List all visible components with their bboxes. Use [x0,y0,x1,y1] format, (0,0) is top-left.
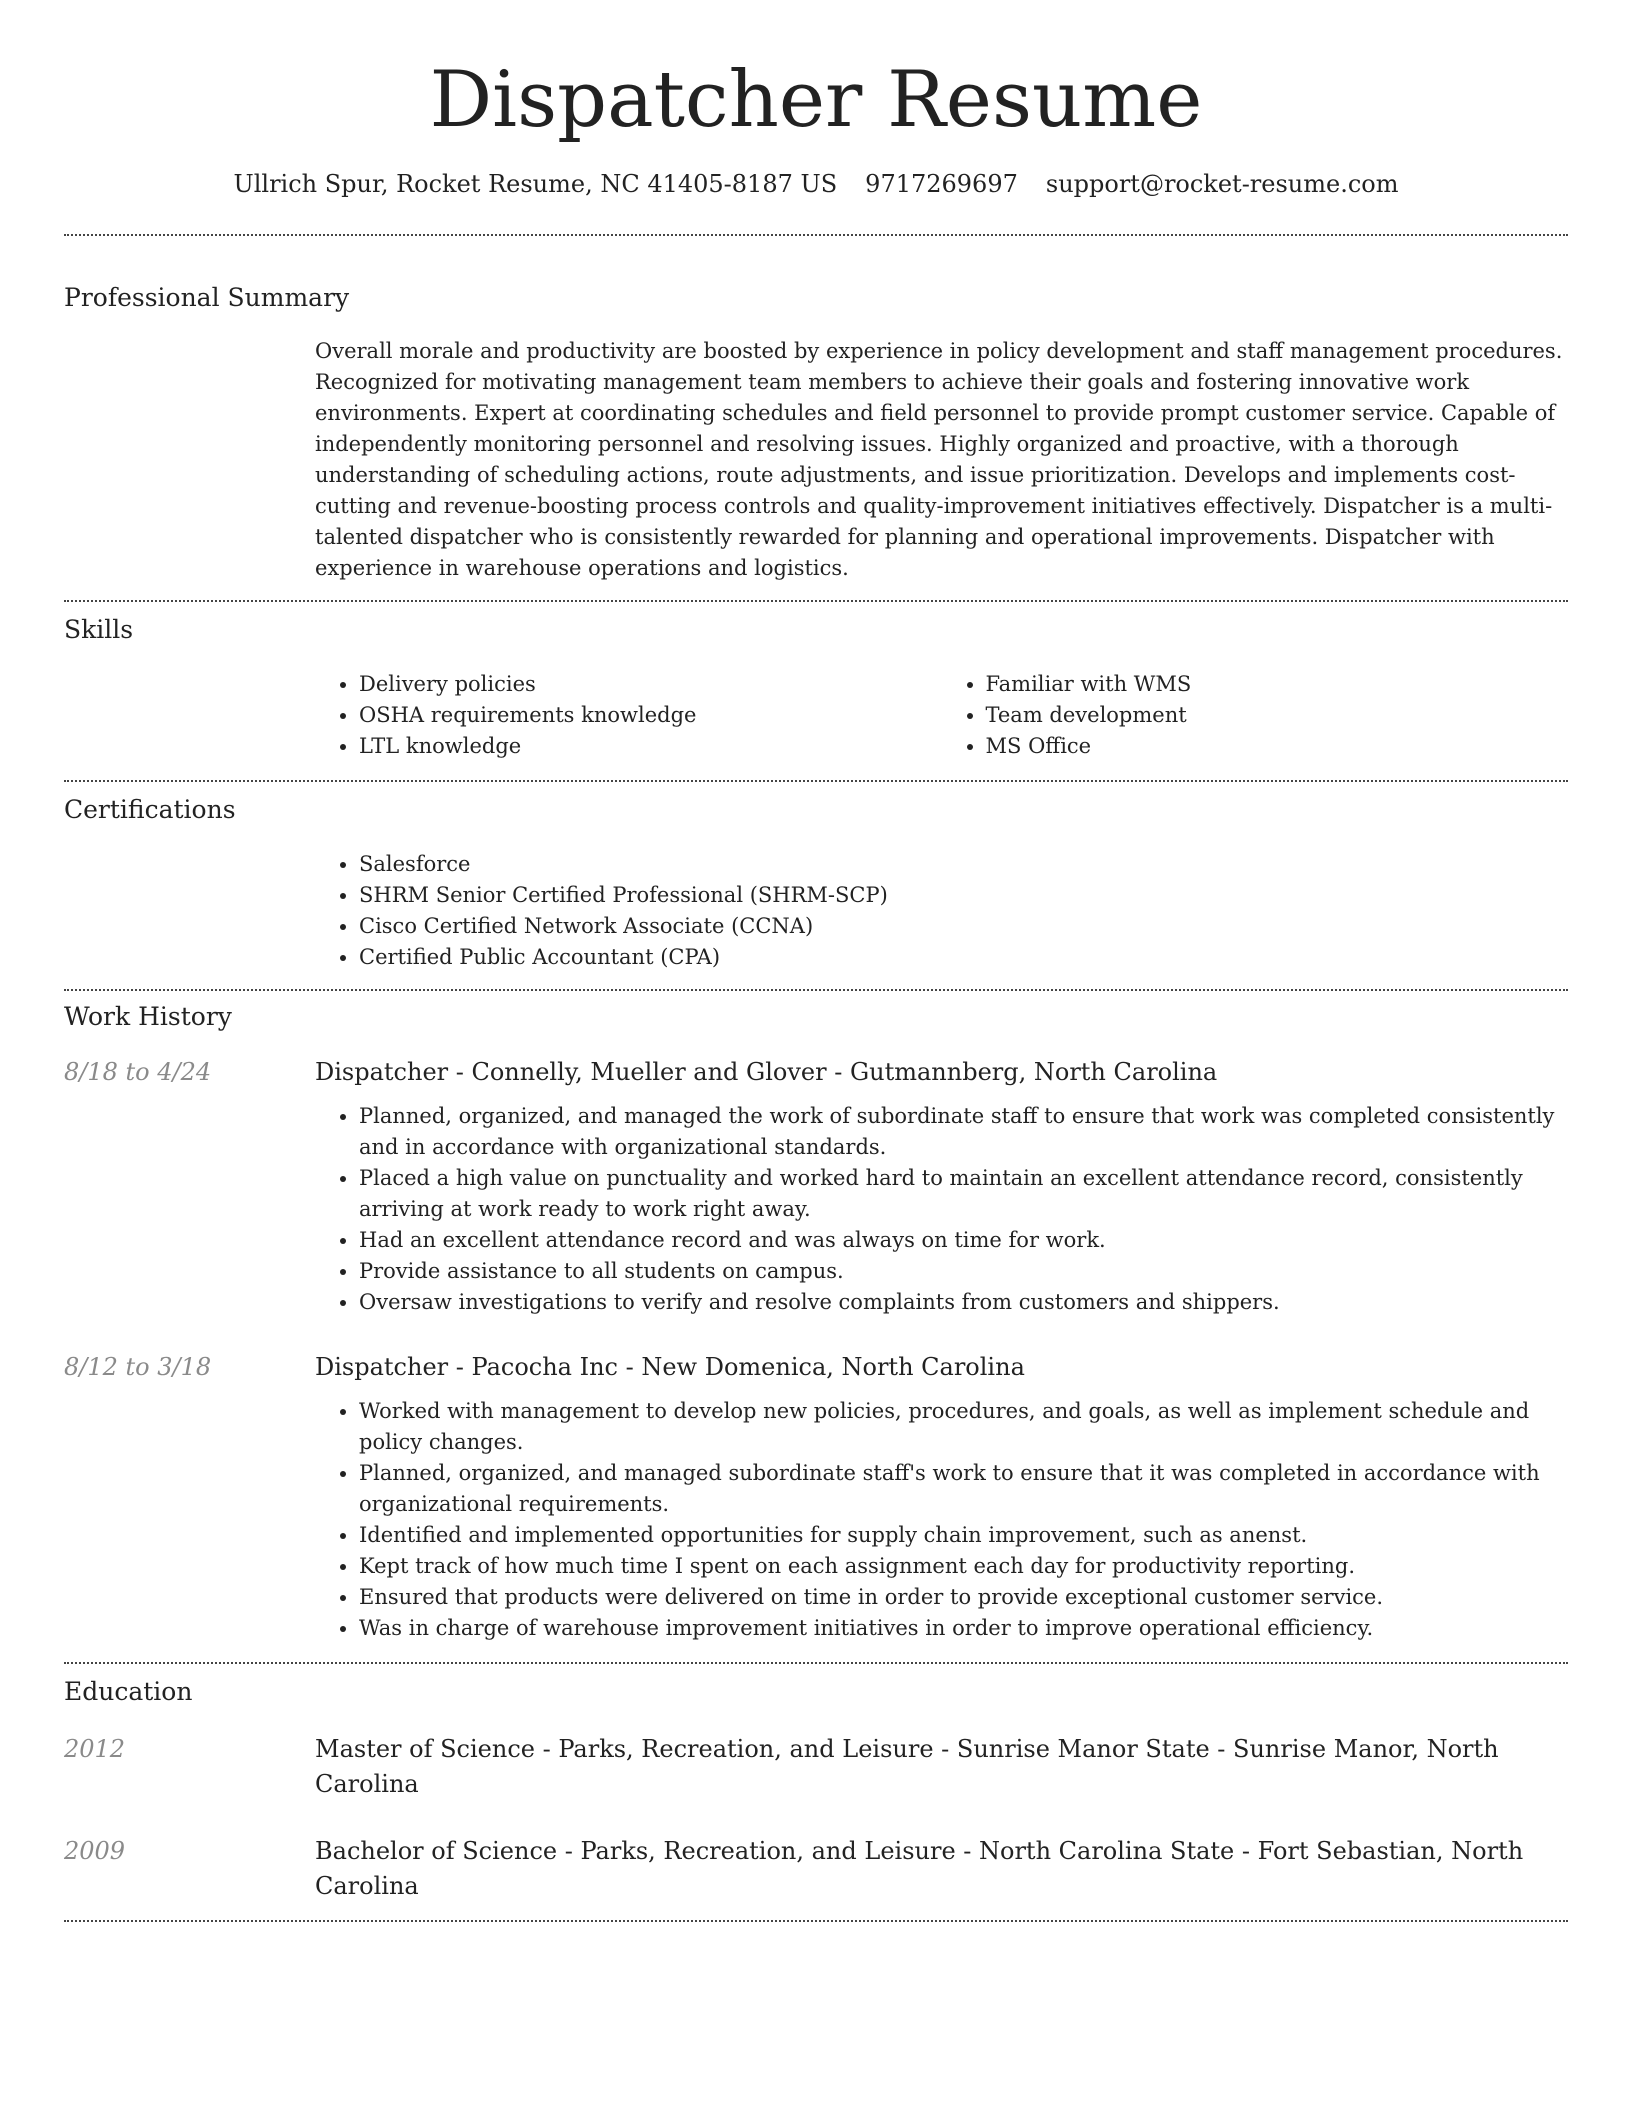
summary-text: Overall morale and productivity are boosted by experience in policy development and staff management procedures. Recognized for motivating management team members to achieve their goals and fostering innovative work environments. Expert at coordinating schedules and field personnel to provide prompt customer service. Capable of independently monitoring personnel and resolving issues. Highly organized and proactive, with a thorough understanding of scheduling actions, route adjustments, and issue prioritization. Develops and implements cost-cutting and revenue-boosting process controls and quality-improvement initiatives effectively. Dispatcher is a multi-talented dispatcher who is consistently rewarded for planning and operational improvements. Dispatcher with experience in warehouse operations and logistics. [315,339,1563,580]
certification-item: • SHRM Senior Certified Professional (SHRM-SCP) [359,880,1568,911]
job-bullet: • Had an excellent attendance record and was always on time for work. [359,1225,1568,1256]
section-heading-skills: Skills [64,615,134,644]
job-entry [64,1055,1568,1089]
job-bullet: • Ensured that products were delivered on time in order to provide exceptional customer service. [359,1582,1568,1613]
education-degree: Master of Science - Parks, Recreation, and Leisure - Sunrise Manor State - Sunrise Manor, North Carolina [315,1735,1499,1798]
job-bullet: • Oversaw investigations to verify and resolve complaints from customers and shippers. [359,1287,1568,1318]
contact-address: Ullrich Spur, Rocket Resume, NC 41405-8187 US [233,170,838,198]
job-bullet: • Identified and implemented opportunities for supply chain improvement, such as anenst. [359,1520,1568,1551]
skill-item: • Delivery policies [359,669,942,700]
skill-item: • Team development [986,700,1569,731]
education-year: 2012 [64,1735,126,1763]
section-heading-work-history: Work History [64,1002,232,1031]
skill-item: • LTL knowledge [359,731,942,762]
contact-phone: 9717269697 [865,170,1018,198]
job-bullet: • Provide assistance to all students on campus. [359,1256,1568,1287]
certification-item: • Cisco Certified Network Associate (CCNA) [359,911,1568,942]
job-dates: 8/18 to 4/24 [64,1058,212,1086]
skills-list-right [942,669,1569,762]
skill-item: • Familiar with WMS [986,669,1569,700]
job-title: Dispatcher - Pacocha Inc - New Domenica, North Carolina [315,1353,1025,1381]
education-entry [64,1834,1568,1904]
job-bullet: • Placed a high value on punctuality and worked hard to maintain an excellent attendance record, consistently arriving at work ready to work right away. [359,1163,1568,1225]
education-degree: Bachelor of Science - Parks, Recreation, and Leisure - North Carolina State - Fort Sebastian, North Carolina [315,1837,1524,1900]
education-entry [64,1732,1568,1802]
contact-email[interactable]: support@rocket-resume.com [1045,170,1399,198]
resume-page [64,0,1568,1922]
job-dates: 8/12 to 3/18 [64,1353,212,1381]
job-bullets [315,1396,1568,1644]
skills-section [64,602,1568,762]
contact-line [64,168,1568,200]
certification-item: • Certified Public Accountant (CPA) [359,942,1568,973]
certifications-section [64,782,1568,973]
job-title: Dispatcher - Connelly, Mueller and Glover - Gutmannberg, North Carolina [315,1058,1218,1086]
job-bullet: • Planned, organized, and managed subordinate staff's work to ensure that it was completed in accordance with organizational requirements. [359,1458,1568,1520]
job-bullet: • Kept track of how much time I spent on each assignment each day for productivity reporting. [359,1551,1568,1582]
certifications-list [315,849,1568,973]
section-heading-education: Education [64,1677,193,1706]
skills-list-left [315,669,942,762]
skill-item: • OSHA requirements knowledge [359,700,942,731]
job-bullets [315,1101,1568,1318]
resume-title: Dispatcher Resume [429,55,1203,145]
job-entry [64,1350,1568,1384]
section-heading-certifications: Certifications [64,795,236,824]
education-section [64,1664,1568,1904]
work-history-section [64,991,1568,1644]
divider [64,1920,1568,1922]
job-bullet: • Worked with management to develop new policies, procedures, and goals, as well as implement schedule and policy changes. [359,1396,1568,1458]
education-year: 2009 [64,1837,126,1865]
job-bullet: • Planned, organized, and managed the work of subordinate staff to ensure that work was completed consistently and in accordance with organizational standards. [359,1101,1568,1163]
section-heading-summary: Professional Summary [64,283,350,312]
skill-item: • MS Office [986,731,1569,762]
certification-item: • Salesforce [359,849,1568,880]
job-bullet: • Was in charge of warehouse improvement initiatives in order to improve operational efficiency. [359,1613,1568,1644]
summary-section [64,236,1568,584]
